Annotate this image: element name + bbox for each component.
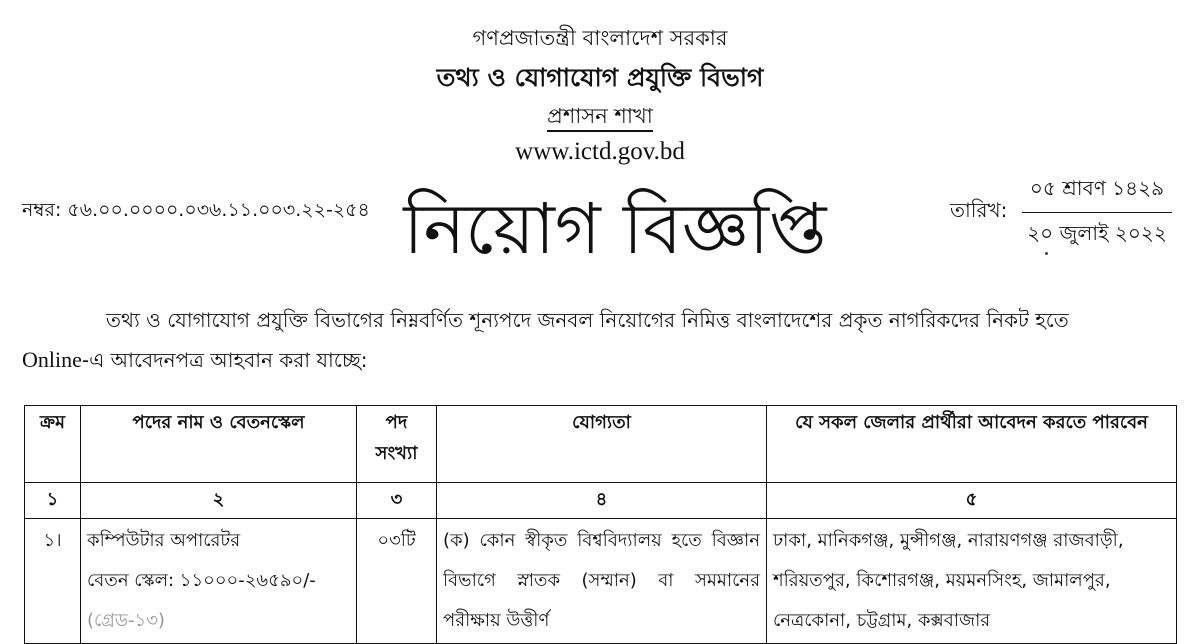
row-grade: (গ্রেড-১৩) (87, 610, 165, 631)
header-districts: যে সকল জেলার প্রার্থীরা আবেদন করতে পারবেন (767, 406, 1177, 483)
date-label: তারিখ: (950, 198, 1008, 222)
colnum-3: ৩ (357, 483, 437, 519)
branch-label: প্রশাসন শাখা (547, 104, 653, 132)
colnum-1: ১ (25, 483, 81, 519)
colnum-4: ৪ (437, 483, 767, 519)
table-row (25, 519, 1177, 644)
row-count: ০৩টি (357, 519, 437, 644)
branch-name (0, 100, 1200, 135)
intro-paragraph (22, 300, 1182, 380)
row-serial: ১। (25, 519, 81, 644)
memo-number: নম্বর: ৫৬.০০.০০০০.০৩৬.১১.০০৩.২২-২৫৪ (22, 199, 370, 221)
colnum-2: ২ (81, 483, 357, 519)
row-districts: ঢাকা, মানিকগঞ্জ, মুন্সীগঞ্জ, নারায়ণগঞ্জ রাজবাড়ী, শরিয়তপুর, কিশোরগঞ্জ, ময়মনসিংহ, জামালপুর, নেত্রকোনা, চট্টগ্রাম, কক্সবাজার (767, 519, 1177, 644)
intro-line-2-rest: -এ আবেদনপত্র আহবান করা যাচ্ছে: (81, 348, 368, 372)
division-name: তথ্য ও যোগাযোগ প্রযুক্তি বিভাগ (436, 63, 764, 92)
intro-line-1: তথ্য ও যোগাযোগ প্রযুক্তি বিভাগের নিম্নবর্ণিত শূন্যপদে জনবল নিয়োগের নিমিত্ত বাংলাদেশের প্রকৃত নাগরিকদের নিকট হতে (106, 308, 1069, 332)
colnum-5: ৫ (767, 483, 1177, 519)
government-name: গণপ্রজাতন্ত্রী বাংলাদেশ সরকার (472, 26, 728, 50)
vacancy-table (24, 405, 1177, 644)
column-number-row (25, 483, 1177, 519)
row-post: কম্পিউটার অপারেটর (87, 530, 241, 551)
header-serial: ক্রম (25, 406, 81, 483)
date-english: ২০ জুলাই ২০২২ (1027, 221, 1167, 245)
header-qualification: যোগ্যতা (437, 406, 767, 483)
intro-online: Online (22, 347, 82, 372)
intro-line-2 (22, 340, 1182, 380)
header-count: পদ সংখ্যা (357, 406, 437, 483)
row-qualification: (ক) কোন স্বীকৃত বিশ্ববিদ্যালয় হতে বিজ্ঞান বিভাগে স্নাতক (সম্মান) বা সমমানের পরীক্ষায় উত্তীর্ণ (437, 519, 767, 644)
page-title: নিয়োগ বিজ্ঞপ্তি (403, 188, 827, 270)
header-post: পদের নাম ও বেতনস্কেল (81, 406, 357, 483)
row-post-cell (81, 519, 357, 644)
date-bangla: ০৫ শ্রাবণ ১৪২৯ (1022, 174, 1172, 213)
website-link[interactable]: www.ictd.gov.bd (515, 138, 685, 165)
table-header-row (25, 406, 1177, 483)
row-pay-scale: বেতন স্কেল: ১১০০০-২৬৫৯০/- (87, 570, 316, 591)
